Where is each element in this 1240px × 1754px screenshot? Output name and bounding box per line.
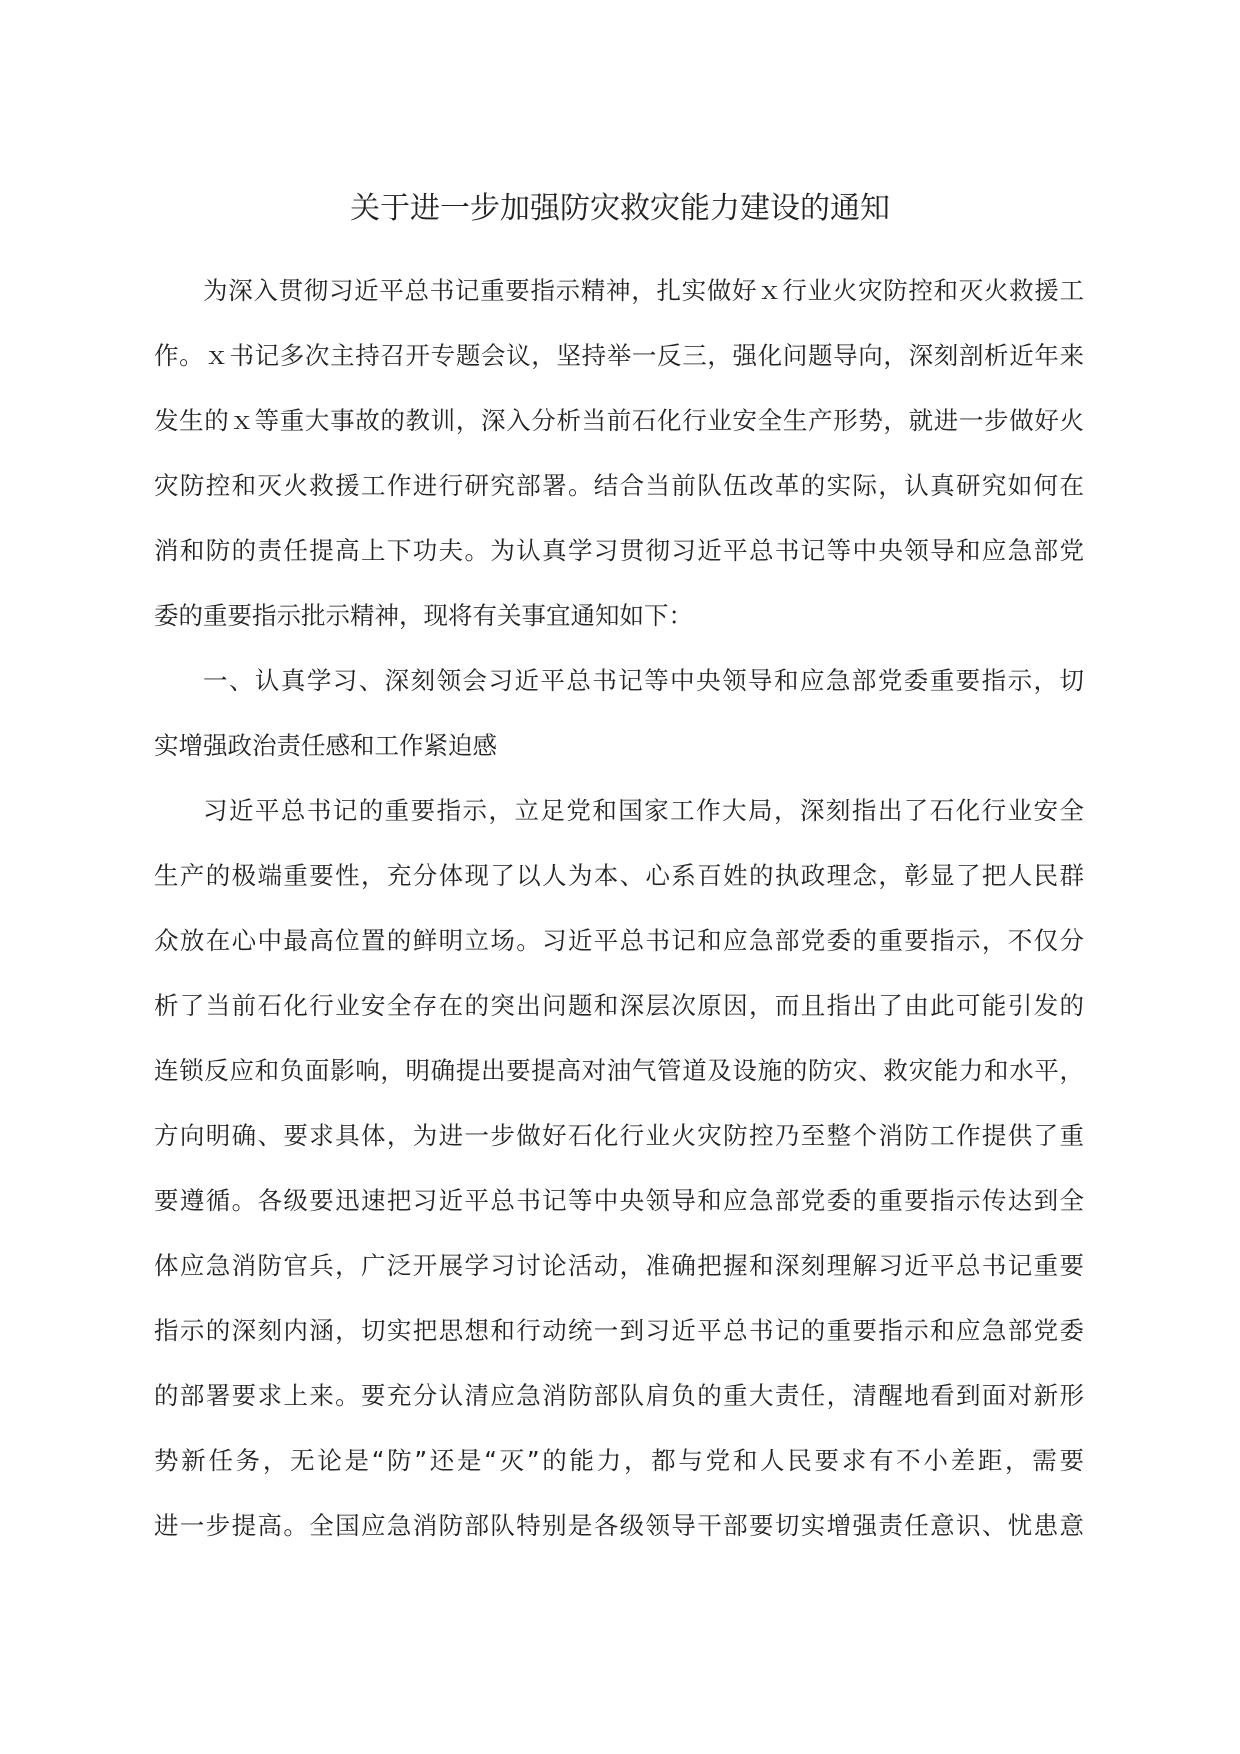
paragraph-line: 作。ｘ书记多次主持召开专题会议，坚持举一反三，强化问题导向，深刻剖析近年来 <box>154 341 1084 370</box>
section-heading-line: 实增强政治责任感和工作紧迫感 <box>154 731 497 760</box>
paragraph-line: 势新任务，无论是“防”还是“灭”的能力，都与党和人民要求有不小差距，需要 <box>154 1446 1084 1475</box>
paragraph-line: 消和防的责任提高上下功夫。为认真学习贯彻习近平总书记等中央领导和应急部党 <box>154 536 1084 565</box>
paragraph-line: 方向明确、要求具体，为进一步做好石化行业火灾防控乃至整个消防工作提供了重 <box>154 1121 1084 1150</box>
paragraph-line: 习近平总书记的重要指示，立足党和国家工作大局，深刻指出了石化行业安全 <box>203 796 1084 825</box>
document-title: 关于进一步加强防灾救灾能力建设的通知 <box>350 191 890 226</box>
document-body <box>154 258 1084 1558</box>
paragraph-line: 析了当前石化行业安全存在的突出问题和深层次原因，而且指出了由此可能引发的 <box>154 991 1084 1020</box>
paragraph-line: 灾防控和灭火救援工作进行研究部署。结合当前队伍改革的实际，认真研究如何在 <box>154 471 1084 500</box>
paragraph-line: 连锁反应和负面影响，明确提出要提高对油气管道及设施的防灾、救灾能力和水平， <box>154 1056 1084 1085</box>
paragraph-line: 生产的极端重要性，充分体现了以人为本、心系百姓的执政理念，彰显了把人民群 <box>154 861 1084 890</box>
section-heading-line: 一、认真学习、深刻领会习近平总书记等中央领导和应急部党委重要指示，切 <box>203 666 1084 695</box>
paragraph-line: 体应急消防官兵，广泛开展学习讨论活动，准确把握和深刻理解习近平总书记重要 <box>154 1251 1084 1280</box>
paragraph-line: 委的重要指示批示精神，现将有关事宜通知如下： <box>154 601 693 630</box>
paragraph-line: 指示的深刻内涵，切实把思想和行动统一到习近平总书记的重要指示和应急部党委 <box>154 1316 1084 1345</box>
paragraph-line: 要遵循。各级要迅速把习近平总书记等中央领导和应急部党委的重要指示传达到全 <box>154 1186 1084 1215</box>
paragraph-line: 发生的ｘ等重大事故的教训，深入分析当前石化行业安全生产形势，就进一步做好火 <box>154 406 1084 435</box>
paragraph-line: 为深入贯彻习近平总书记重要指示精神，扎实做好ｘ行业火灾防控和灭火救援工 <box>203 276 1084 305</box>
paragraph-line: 进一步提高。全国应急消防部队特别是各级领导干部要切实增强责任意识、忧患意 <box>154 1511 1084 1540</box>
paragraph-line: 的部署要求上来。要充分认清应急消防部队肩负的重大责任，清醒地看到面对新形 <box>154 1381 1084 1410</box>
paragraph-line: 众放在心中最高位置的鲜明立场。习近平总书记和应急部党委的重要指示，不仅分 <box>154 926 1084 955</box>
